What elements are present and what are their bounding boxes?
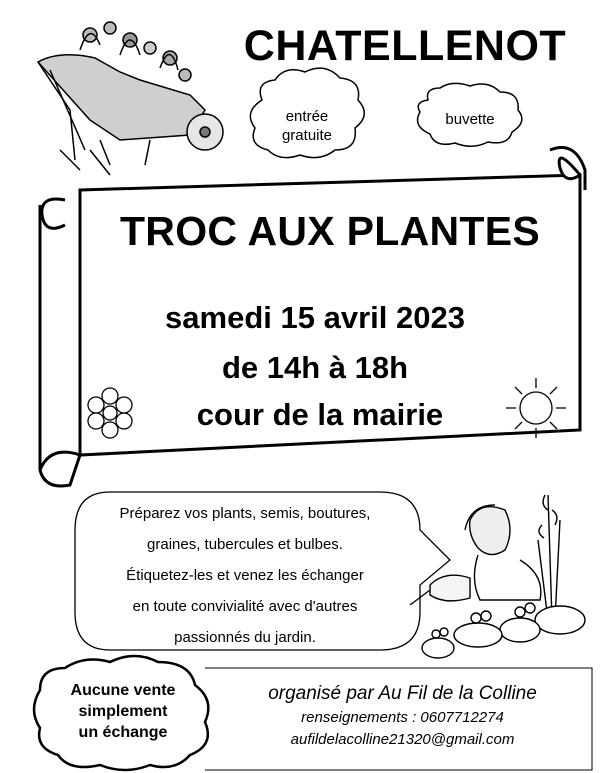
- notice-line-1: Aucune vente: [70, 682, 176, 699]
- wheelbarrow-illustration: [38, 22, 223, 175]
- bubble-line-5: passionnés du jardin.: [174, 629, 316, 646]
- entry-line-1: entrée: [285, 108, 329, 125]
- bubble-line-4: en toute convivialité avec d'autres: [132, 598, 358, 615]
- organizer-line: organisé par Au Fil de la Colline: [268, 683, 537, 704]
- notice-line-3: un échange: [78, 724, 168, 741]
- organizer-phone: renseignements : 0607712274: [301, 709, 504, 726]
- bubble-line-2: graines, tubercules et bulbes.: [147, 536, 343, 553]
- bar-label: buvette: [445, 111, 495, 128]
- entry-line-2: gratuite: [281, 127, 333, 144]
- organizer-email: aufildelacolline21320@gmail.com: [290, 731, 515, 748]
- bubble-line-3: Étiquetez-les et venez les échanger: [126, 567, 364, 584]
- bubble-line-1: Préparez vos plants, semis, boutures,: [119, 505, 371, 522]
- notice-line-2: simplement: [78, 703, 168, 720]
- bubble-text: [75, 505, 420, 660]
- notice-text: [48, 680, 198, 743]
- event-hours: de 14h à 18h: [221, 350, 409, 385]
- event-date: samedi 15 avril 2023: [165, 300, 465, 335]
- event-place: cour de la mairie: [196, 397, 444, 432]
- gardener-illustration: [410, 495, 585, 658]
- event-title: TROC AUX PLANTES: [119, 208, 541, 254]
- town-title: CHATELLENOT: [243, 22, 567, 70]
- entry-label: [262, 107, 352, 145]
